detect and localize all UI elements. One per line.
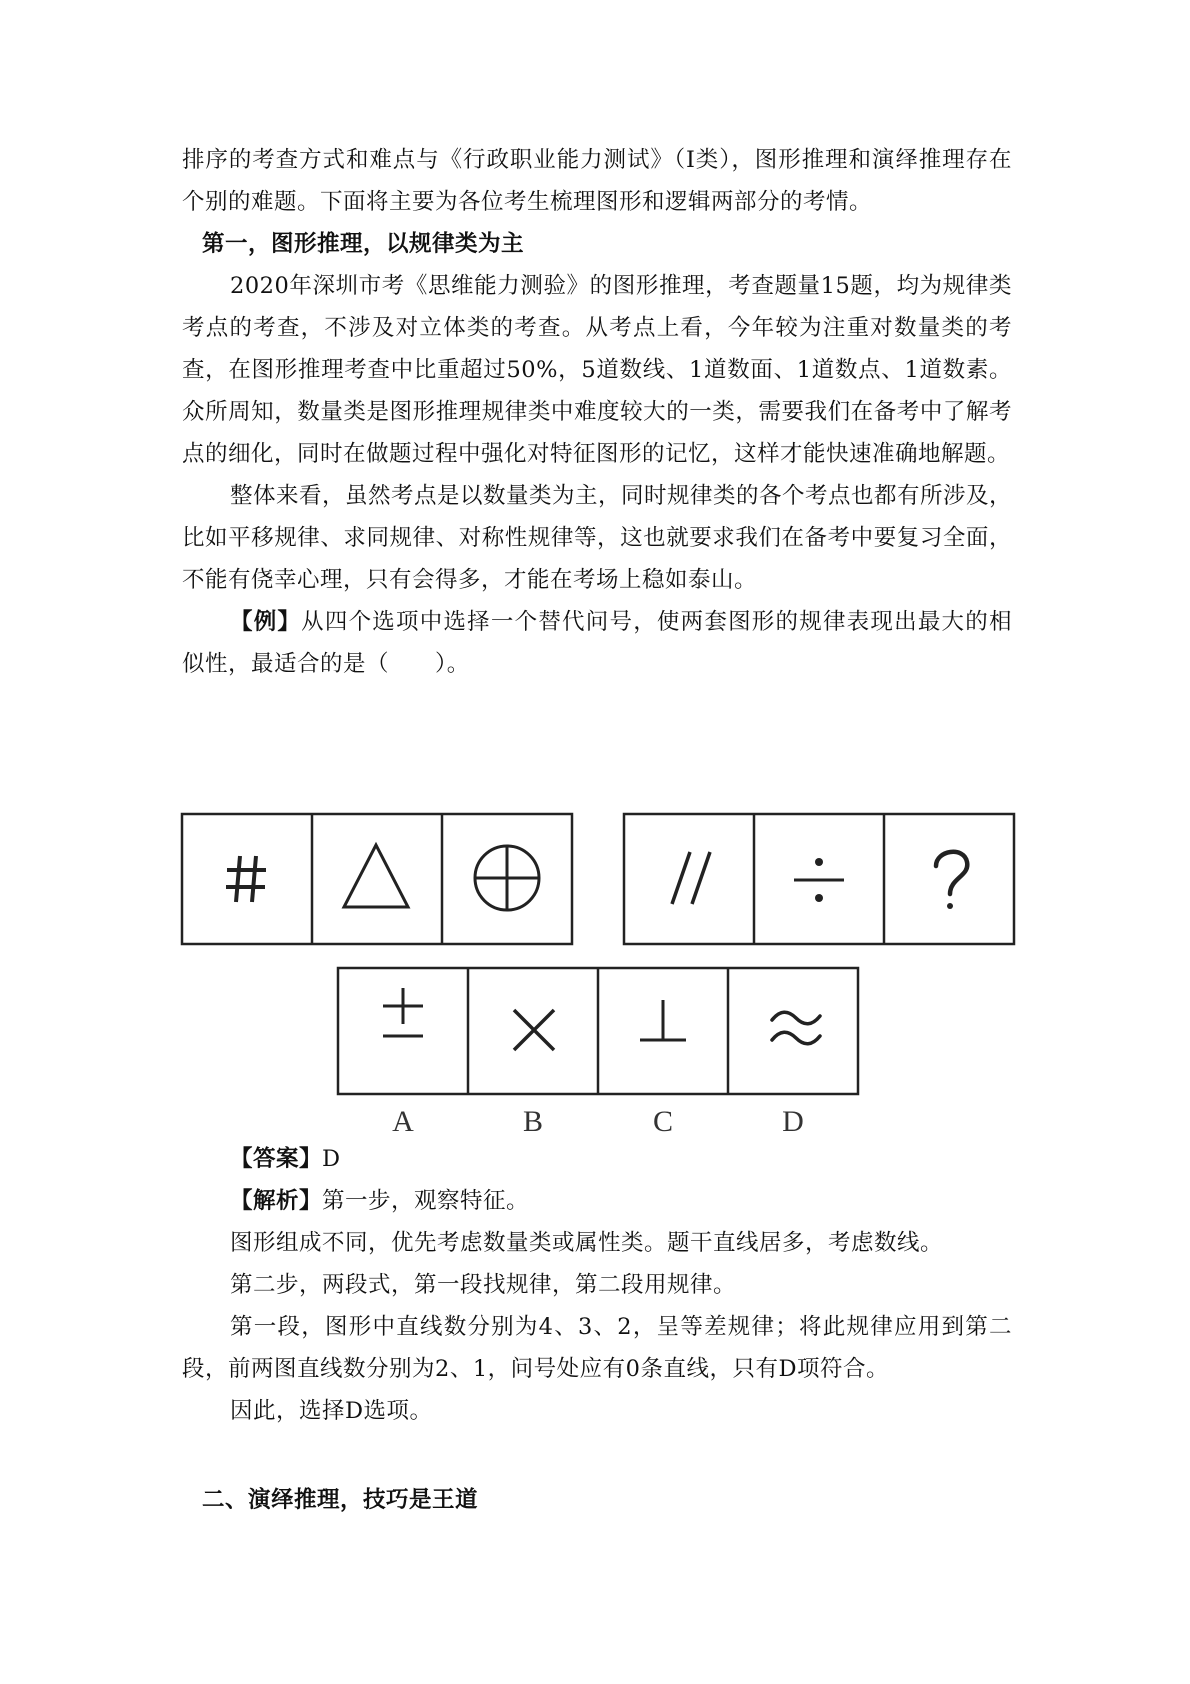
question-mark-symbol	[936, 852, 967, 909]
analysis-step1: 第一步，观察特征。	[322, 1188, 530, 1214]
option-b-label: B	[522, 1105, 543, 1138]
analysis-line-5: 因此，选择D选项。	[230, 1398, 433, 1424]
analysis-tag: 【解析】	[230, 1188, 323, 1214]
paragraph-intro: 排序的考查方式和难点与《行政职业能力测试》（Ⅰ类），图形推理和演绎推理存在个别的难题。下面将主要为各位考生梳理图形和逻辑两部分的考情。	[182, 147, 1012, 215]
example-question: 从四个选项中选择一个替代问号，使两套图形的规律表现出最大的相似性，最适合的是（ ）。	[182, 609, 1012, 677]
paragraph-overview: 整体来看，虽然考点是以数量类为主，同时规律类的各个考点也都有所涉及，比如平移规律、求同规律、对称性规律等，这也就要求我们在备考中要复习全面，不能有侥幸心理，只有会得多，才能在考场上稳如泰山。	[182, 483, 1013, 593]
answer-line	[182, 1138, 1012, 1180]
answer-value: D	[322, 1146, 341, 1172]
analysis-line	[182, 1180, 1012, 1222]
double-slash-symbol	[672, 852, 710, 904]
example-tag: 【例】	[230, 609, 302, 635]
option-d-label: D	[782, 1105, 804, 1138]
analysis-line-2: 图形组成不同，优先考虑数量类或属性类。题干直线居多，考虑数线。	[230, 1230, 944, 1256]
hash-symbol	[226, 856, 266, 902]
option-d-approx-symbol	[772, 1012, 820, 1044]
triangle-symbol	[344, 845, 408, 907]
option-b-times-symbol	[514, 1010, 554, 1050]
option-a-label: A	[392, 1105, 414, 1138]
analysis-line-4: 第一段，图形中直线数分别为4、3、2，呈等差规律；将此规律应用到第二段，前两图直线数分别为2、1，问号处应有0条直线，只有D项符合。	[182, 1314, 1012, 1382]
option-a-plus-minus-symbol	[383, 988, 423, 1036]
analysis-line-3: 第二步，两段式，第一段找规律，第二段用规律。	[230, 1272, 737, 1298]
section-heading-1: 第一，图形推理，以规律类为主	[202, 231, 525, 257]
division-symbol	[794, 858, 844, 902]
answer-section	[182, 1138, 1012, 1432]
answer-tag: 【答案】	[230, 1146, 323, 1172]
circled-plus-symbol	[475, 846, 539, 910]
paragraph-graphic-reasoning: 2020年深圳市考《思维能力测验》的图形推理，考查题量15题，均为规律类考点的考查，不涉及对立体类的考查。从考点上看，今年较为注重对数量类的考查，在图形推理考查中比重超过50%，5道数线、1道数面、1道数点、1道数素。众所周知，数量类是图形推理规律类中难度较大的一类，需要我们在备考中了解考点的细化，同时在做题过程中强化对特征图形的记忆，这样才能快速准确地解题。	[182, 273, 1012, 467]
option-c-perpendicular-symbol	[640, 1000, 686, 1040]
option-c-label: C	[652, 1105, 673, 1138]
section-heading-2: 二、演绎推理，技巧是王道	[202, 1487, 479, 1513]
